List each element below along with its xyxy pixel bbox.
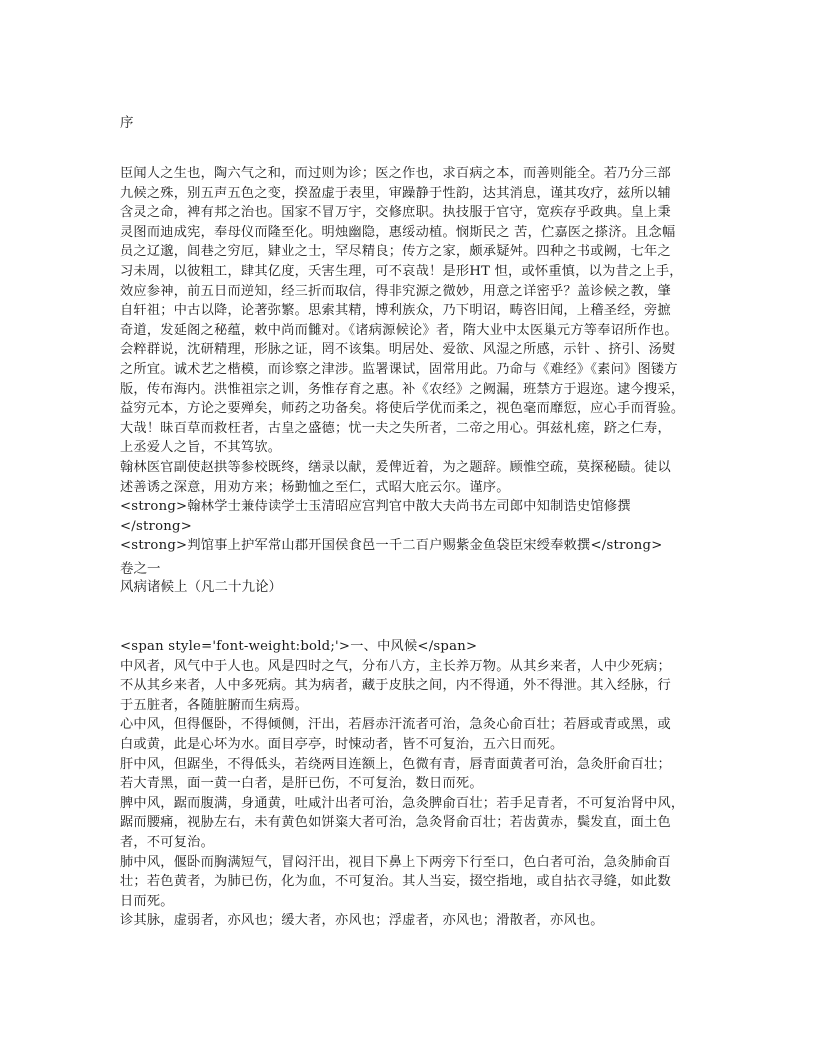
section-heading-line: <span style='font-weight:bold;'>一、中风候</span> (120, 639, 478, 654)
preface-line: 奇道，发延阁之秘蕴，敕中尚而雠对。《诸病源候论》者，隋大业中太医巢元方等奉诏所作也。 (120, 322, 678, 338)
author-credit-line: <strong>判馆事上护军常山郡开国侯食邑一千二百户赐紫金鱼袋臣宋绶奉敕撰</strong> (120, 538, 663, 554)
author-credit-line: </strong> (120, 518, 193, 534)
section-line: 踞而腰痛，视胁左右，未有黄色如饼粢大者可治，急灸肾俞百壮；若齿黄赤，鬓发直，面土色 (120, 815, 671, 831)
preface-body (120, 164, 698, 556)
preface-line: 之所宜。诚术艺之楷模，而诊察之津涉。监署课试，固常用此。乃命与《难经》《素问》图镂方 (120, 361, 678, 377)
preface-line: 臣闻人之生也，陶六气之和，而过则为诊；医之作也，求百病之本，而善则能全。若乃分三部 (120, 166, 671, 181)
preface-line: 习未周，以彼粗工，肆其亿度，夭害生理，可不哀哉！是形HT 怛，或怀重慎，以为昔之上手， (120, 263, 683, 279)
section-line: 日而死。 (120, 893, 174, 909)
section-line: 心中风，但得偃卧，不得倾侧，汗出，若唇赤汗流者可治，急灸心俞百壮；若唇或青或黑，或 (120, 717, 671, 733)
preface-line: 大哉！昧百草而救枉者，古皇之盛德；忧一夫之失所者，二帝之用心。弭兹札瘥，跻之仁寿， (120, 420, 671, 436)
section-body (120, 637, 698, 931)
section-line: 诊其脉，虚弱者，亦风也；缓大者，亦风也；浮虚者，亦风也；滑散者，亦风也。 (120, 913, 604, 929)
section-line: 于五脏者，各随脏腑而生病焉。 (120, 697, 309, 713)
section-line: 中风者，风气中于人也。风是四时之气，分布八方，主长养万物。从其乡来者，人中少死病； (120, 658, 671, 674)
preface-line: 含灵之命，裨有邦之治也。国家不冒万宇，交修庶职。执技服于官守，宽疾存乎政典。皇上秉 (120, 205, 671, 221)
preface-line: 员之辽邈，闾巷之穷厄，肄业之士，罕尽精良；传方之家，颇承疑舛。四种之书或阙，七年之 (120, 244, 671, 260)
preface-line: 效应参神，前五日而逆知，经三折而取信，得非究源之微妙，用意之详密乎？盖诊候之教，肇 (120, 283, 671, 299)
section-line: 壮；若色黄者，为肺已伤，化为血，不可复治。其人当妄，掇空指地，或自拈衣寻缝，如此数 (120, 874, 671, 890)
section-line: 肺中风，偃卧而胸满短气，冒闷汗出，视目下鼻上下两旁下行至口，色白者可治，急灸肺俞百 (120, 854, 671, 870)
preface-line: 自轩祖；中古以降，论著弥繁。思索其精，博利族众，乃下明诏，畴咨旧闻，上稽圣经，旁摭 (120, 303, 671, 319)
section-line: 者，不可复治。 (120, 834, 215, 850)
section-line: 脾中风，踞而腹满，身通黄，吐咸汁出者可治，急灸脾俞百壮；若手足青者，不可复治肾中风， (120, 795, 685, 811)
preface-line: 九候之殊，别五声五色之变，揆盈虚于表里，审躁静于性韵，达其消息，谨其攻疗，兹所以辅 (120, 185, 671, 201)
preface-line: 上丞爱人之旨，不其笃欤。 (120, 440, 282, 456)
section-line: 白或黄，此是心坏为水。面目亭亭，时悚动者，皆不可复治，五六日而死。 (120, 736, 564, 752)
preface-title: 序 (120, 115, 134, 131)
section-line: 肝中风，但踞坐，不得低头，若绕两目连额上，色微有青，唇青面黄者可治，急灸肝俞百壮； (120, 756, 671, 772)
author-credit-line: <strong>翰林学士兼侍读学士玉清昭应宫判官中散大夫尚书左司郎中知制诰史馆修撰 (120, 499, 631, 515)
volume-title: 卷之一 (120, 561, 161, 577)
section-line: 若大青黑，面一黄一白者，是肝已伤，不可复治，数日而死。 (120, 776, 483, 792)
preface-line: 灵图而迪成宪，奉母仪而隆至化。明烛幽隐，惠绥动植。悯斯民之 苦，伫嘉医之搽济。且念幅 (120, 224, 676, 240)
preface-line: 版，传布海内。洪惟祖宗之训，务惟存育之惠。补《农经》之阙漏，班禁方于遐迩。逮今搜采， (120, 381, 685, 397)
preface-line: 益穷元本，方论之要殚矣，师药之功备矣。将使后学优而柔之，视色毫而靡愆，应心手而胥验。 (120, 401, 685, 417)
preface-line: 述善诱之深意，用劝方来；杨勤恤之至仁，式昭大庇云尔。谨序。 (120, 479, 510, 495)
volume-subtitle: 风病诸候上（凡二十九论） (120, 579, 282, 595)
preface-line: 翰林医官副使赵拱等参校既终，缮录以献，爰俾近着，为之题辞。顾惟空疏，莫探秘赜。徒以 (120, 459, 671, 475)
preface-line: 会粹群说，沈研精理，形脉之证，罔不该集。明居处、爱欲、风湿之所感，示针 、挤引、汤熨 (120, 342, 676, 358)
section-line: 不从其乡来者，人中多死病。其为病者，藏于皮肤之间，内不得通，外不得泄。其入经脉，行 (120, 678, 671, 694)
